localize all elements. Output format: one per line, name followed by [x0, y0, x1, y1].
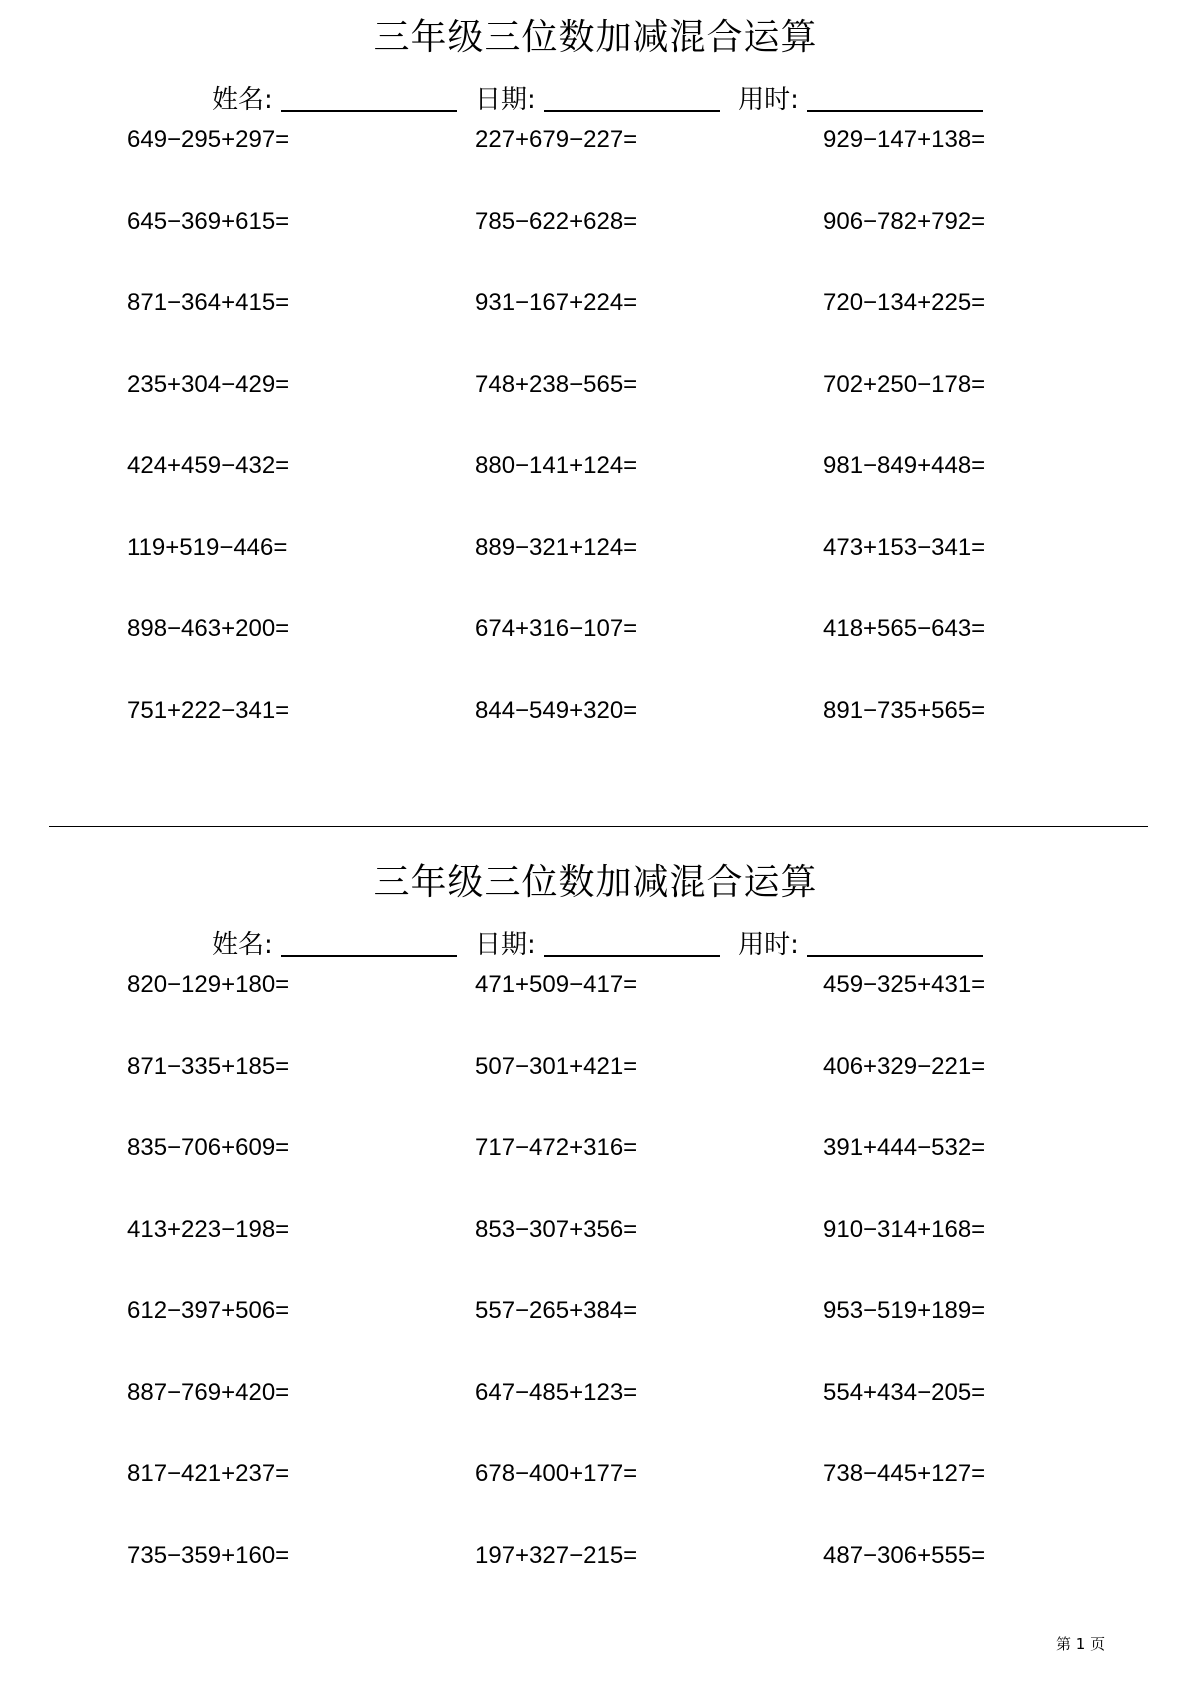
problem: 487−306+555= — [823, 1541, 986, 1569]
worksheet-title: 三年级三位数加减混合运算 — [373, 17, 818, 58]
problem: 235+304−429= — [127, 370, 290, 398]
date-field — [475, 82, 720, 118]
problem: 717−472+316= — [475, 1134, 638, 1161]
time-blank — [807, 931, 983, 957]
problem: 612−397+506= — [127, 1297, 290, 1324]
problem: 459−325+431= — [823, 971, 986, 998]
sheet-divider — [49, 826, 1148, 827]
name-field — [212, 927, 457, 963]
problem: 889−321+124= — [475, 533, 638, 561]
problem: 678−400+177= — [475, 1460, 638, 1487]
date-blank — [544, 86, 720, 112]
problem: 929−147+138= — [823, 126, 986, 153]
name-blank — [281, 86, 457, 112]
name-blank — [281, 931, 457, 957]
date-label: 日期: — [475, 85, 536, 115]
problem: 227+679−227= — [475, 126, 638, 153]
problem: 473+153−341= — [823, 533, 986, 561]
problem: 871−364+415= — [127, 289, 290, 316]
problem: 887−769+420= — [127, 1378, 290, 1406]
problem: 647−485+123= — [475, 1378, 638, 1406]
problem: 785−622+628= — [475, 207, 638, 235]
problem: 981−849+448= — [823, 452, 986, 479]
problem: 645−369+615= — [127, 207, 290, 235]
problem-grid — [127, 122, 1127, 774]
problem: 910−314+168= — [823, 1215, 986, 1243]
problem: 898−463+200= — [127, 615, 290, 642]
time-label: 用时: — [738, 930, 799, 960]
problem: 119+519−446= — [127, 533, 288, 561]
date-blank — [544, 931, 720, 957]
problem: 820−129+180= — [127, 971, 290, 998]
problem: 471+509−417= — [475, 971, 638, 998]
problem: 817−421+237= — [127, 1460, 290, 1487]
student-info-row — [212, 82, 993, 118]
date-label: 日期: — [475, 930, 536, 960]
time-field — [738, 927, 983, 963]
problem: 853−307+356= — [475, 1215, 638, 1243]
problem: 406+329−221= — [823, 1052, 986, 1080]
time-blank — [807, 86, 983, 112]
problem: 735−359+160= — [127, 1541, 290, 1569]
problem: 931−167+224= — [475, 289, 638, 316]
problem: 871−335+185= — [127, 1052, 290, 1080]
problem: 702+250−178= — [823, 370, 986, 398]
problem: 953−519+189= — [823, 1297, 986, 1324]
problem: 424+459−432= — [127, 452, 290, 479]
time-field — [738, 82, 983, 118]
name-label: 姓名: — [212, 930, 273, 960]
problem: 413+223−198= — [127, 1215, 290, 1243]
name-label: 姓名: — [212, 85, 273, 115]
date-field — [475, 927, 720, 963]
problem: 835−706+609= — [127, 1134, 290, 1161]
name-field — [212, 82, 457, 118]
problem: 844−549+320= — [475, 696, 638, 724]
problem-grid — [127, 967, 1127, 1619]
problem: 507−301+421= — [475, 1052, 638, 1080]
problem: 554+434−205= — [823, 1378, 986, 1406]
problem: 674+316−107= — [475, 615, 638, 642]
worksheet-title: 三年级三位数加减混合运算 — [373, 862, 818, 903]
problem: 197+327−215= — [475, 1541, 638, 1569]
problem: 720−134+225= — [823, 289, 986, 316]
problem: 557−265+384= — [475, 1297, 638, 1324]
problem: 906−782+792= — [823, 207, 986, 235]
problem: 751+222−341= — [127, 696, 290, 724]
problem: 880−141+124= — [475, 452, 638, 479]
problem: 418+565−643= — [823, 615, 986, 642]
problem: 738−445+127= — [823, 1460, 986, 1487]
student-info-row — [212, 927, 993, 963]
problem: 748+238−565= — [475, 370, 638, 398]
problem: 891−735+565= — [823, 696, 986, 724]
problem: 391+444−532= — [823, 1134, 986, 1161]
page-number: 第 1 页 — [1056, 1635, 1106, 1653]
problem: 649−295+297= — [127, 126, 290, 153]
time-label: 用时: — [738, 85, 799, 115]
